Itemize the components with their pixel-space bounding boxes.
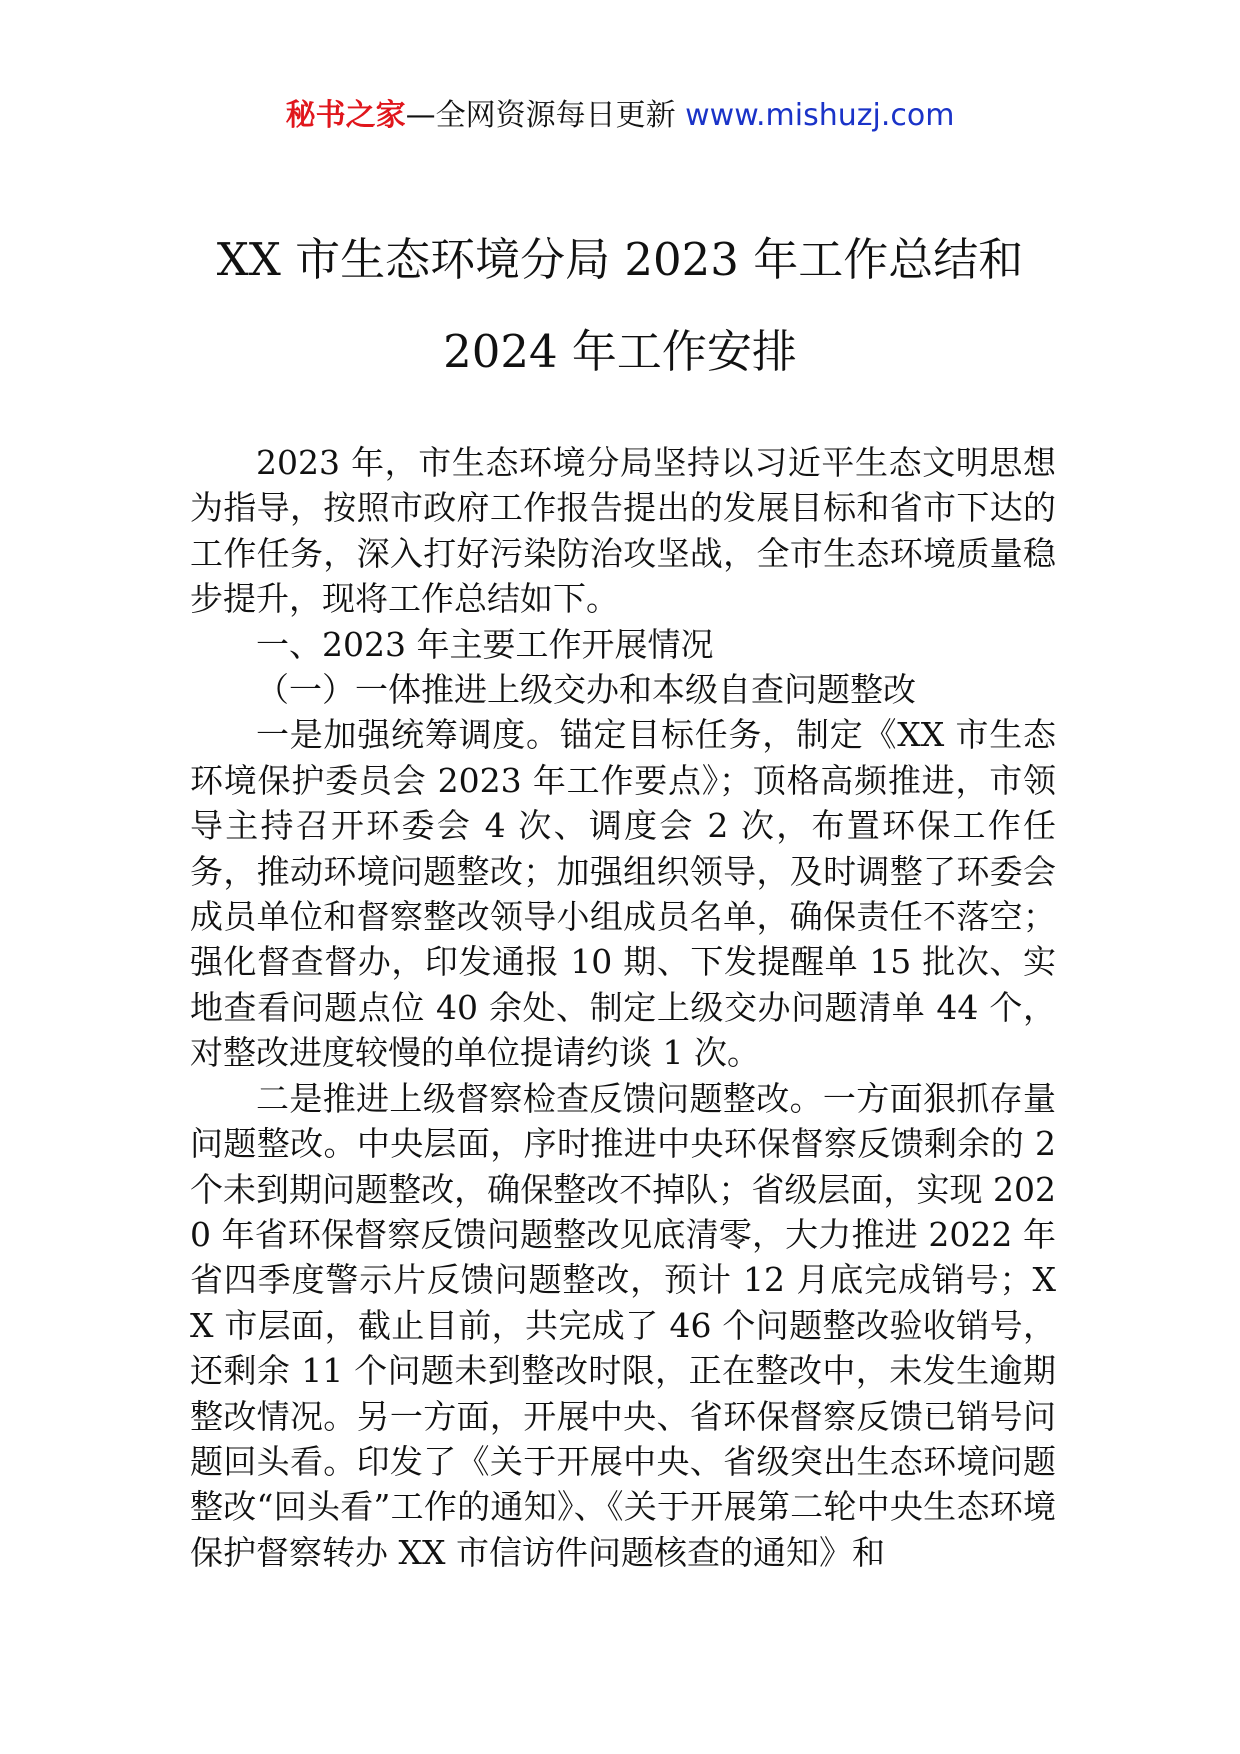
brand-name: 秘书之家 [285,98,406,133]
document-body [190,440,1056,1575]
site-header [0,96,1240,136]
body-paragraph-1: 一是加强统筹调度。锚定目标任务，制定《XX 市生态环境保护委员会 2023 年工作要点》；顶格高频推进，市领导主持召开环委会 4 次、调度会 2 次，布置环保工作任务，推动环境问题整改；加强组织领导，及时调整了环委会成员单位和督察整改领导小组成员名单，确保责任不落空；强化督查督办，印发通报 10 期、下发提醒单 15 批次、实地查看问题点位 40 余处、制定上级交办问题清单 44 个，对整改进度较慢的单位提请约谈 1 次。 [190,715,1056,1073]
header-tagline: —全网资源每日更新 [405,98,686,133]
body-paragraph-2: 二是推进上级督察检查反馈问题整改。一方面狠抓存量问题整改。中央层面，序时推进中央环保督察反馈剩余的 2 个未到期问题整改，确保整改不掉队；省级层面，实现 2020 年省环保督察反馈问题整改见底清零，大力推进 2022 年省四季度警示片反馈问题整改，预计 12 月底完成销号；XX 市层面，截止目前，共完成了 46 个问题整改验收销号，还剩余 11 个问题未到整改时限，正在整改中，未发生逾期整改情况。另一方面，开展中央、省环保督察反馈已销号问题回头看。印发了《关于开展中央、省级突出生态环境问题整改“回头看”工作的通知》、《关于开展第二轮中央生态环境保护督察转办 XX 市信访件问题核查的通知》和 [190,1078,1056,1572]
document-title-line-1: XX 市生态环境分局 2023 年工作总结和 [216,233,1024,286]
intro-paragraph: 2023 年，市生态环境分局坚持以习近平生态文明思想为指导，按照市政府工作报告提出的发展目标和省市下达的工作任务，深入打好污染防治攻坚战，全市生态环境质量稳步提升，现将工作总结如下。 [190,443,1056,619]
document-title-line-2: 2024 年工作安排 [443,325,797,378]
site-url-link[interactable]: www.mishuzj.com [685,98,955,133]
subsection-heading-1: （一）一体推进上级交办和本级自查问题整改 [256,670,916,710]
section-heading-1: 一、2023 年主要工作开展情况 [256,624,714,664]
